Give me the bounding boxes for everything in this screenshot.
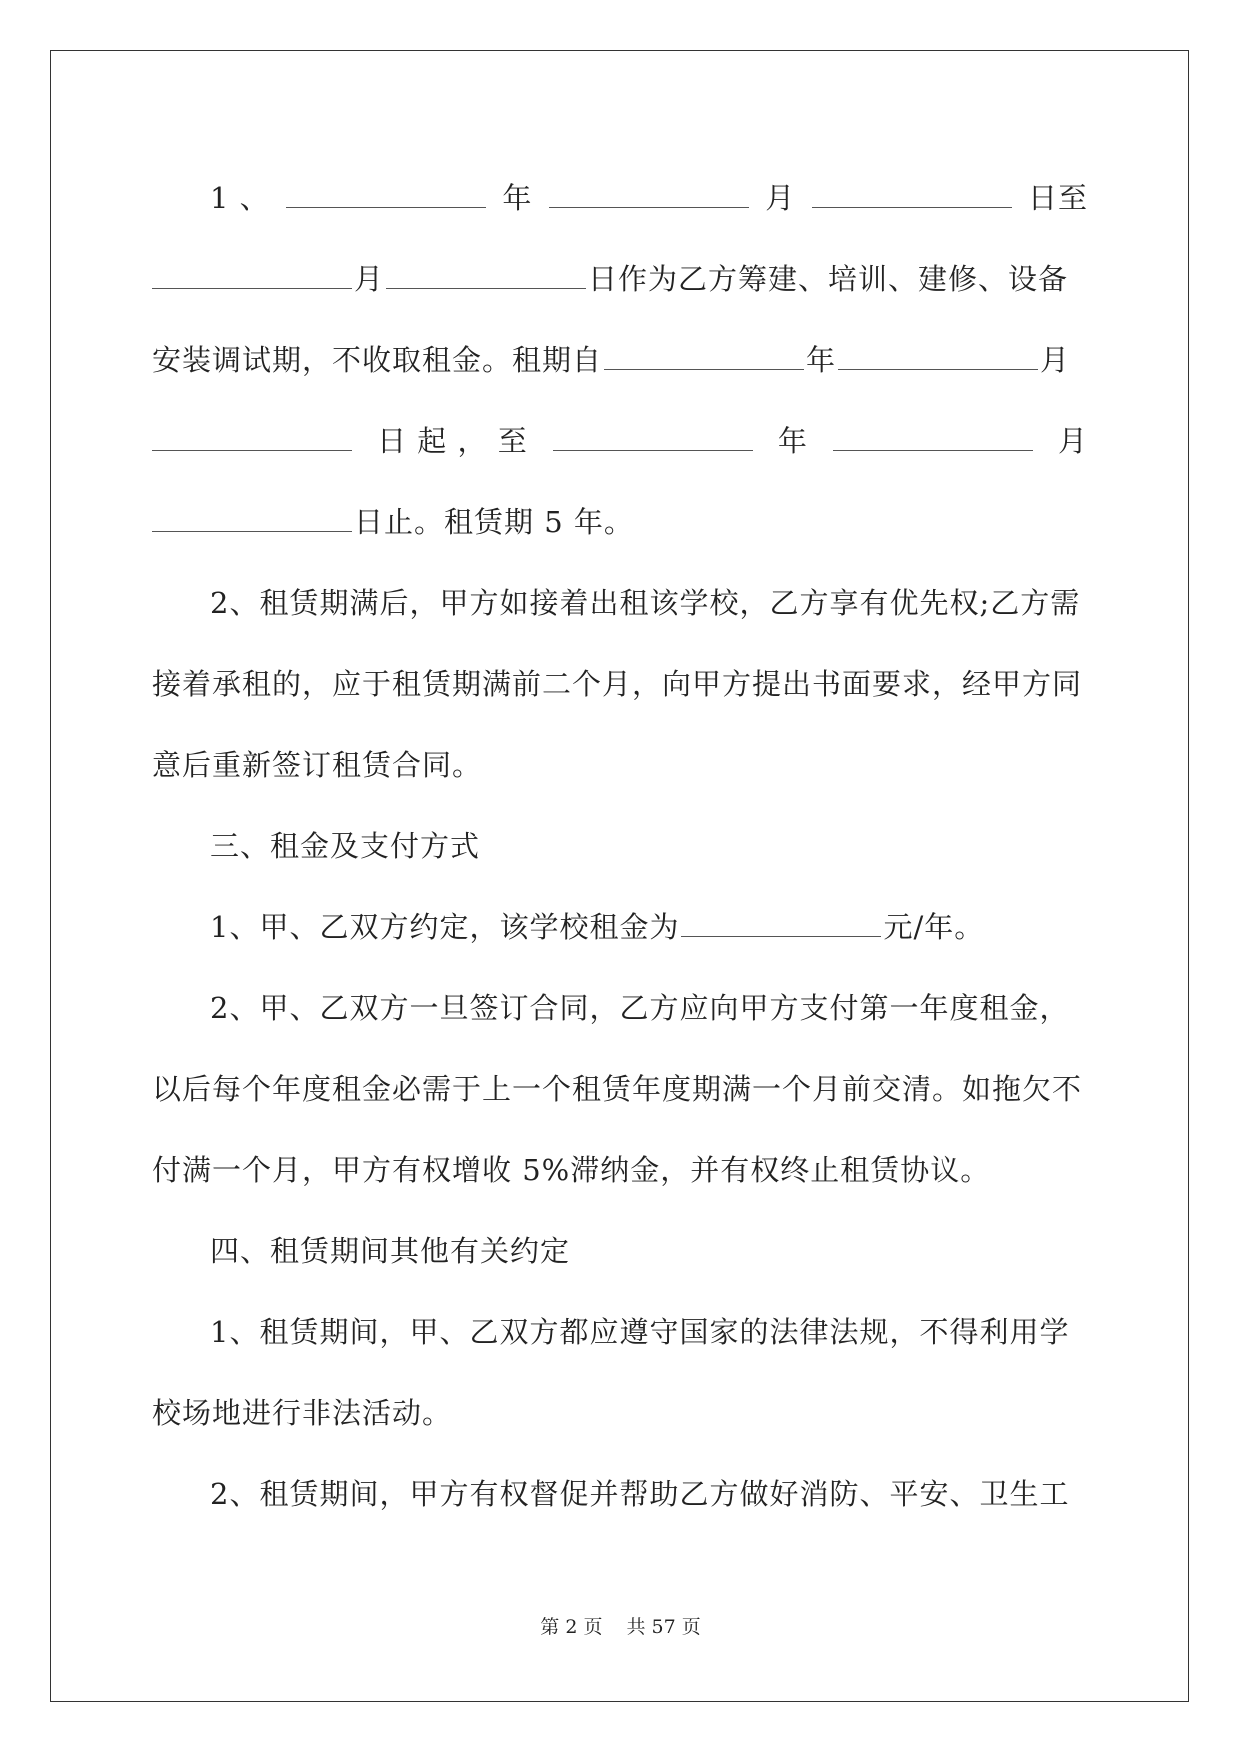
blank-field (152, 501, 352, 532)
document-body (152, 158, 1088, 1535)
paragraph-renewal: 2、租赁期满后，甲方如接着出租该学校，乙方享有优先权;乙方需接着承租的，应于租赁期满前二个月，向甲方提出书面要求，经甲方同意后重新签订租赁合同。 (152, 586, 1083, 782)
blank-field (152, 420, 352, 451)
page-footer (0, 1612, 1241, 1639)
paragraph-term-dates (152, 158, 1088, 563)
day-to-label: 日至 (1027, 181, 1088, 215)
month-label: 月 (354, 262, 385, 296)
blank-field (604, 339, 804, 370)
blank-field (812, 177, 1012, 208)
blank-field (838, 339, 1038, 370)
term-line-4 (152, 401, 1088, 482)
section-heading-other: 四、租赁期间其他有关约定 (210, 1234, 571, 1268)
term-line-1 (152, 158, 1088, 239)
paragraph-law-compliance: 1、租赁期间，甲、乙双方都应遵守国家的法律法规，不得利用学校场地进行非法活动。 (152, 1315, 1070, 1430)
blank-field (152, 258, 352, 289)
year-label: 年 (806, 343, 837, 377)
blank-field (681, 906, 881, 937)
paragraph-supervision: 2、租赁期间，甲方有权督促并帮助乙方做好消防、平安、卫生工 (210, 1477, 1070, 1511)
month-label: 月 (765, 181, 796, 215)
month-label: 月 (1040, 343, 1071, 377)
paragraph-rent-payment: 2、甲、乙双方一旦签订合同，乙方应向甲方支付第一年度租金，以后每个年度租金必需于上一个租赁年度期满一个月前交清。如拖欠不付满一个月，甲方有权增收 5%滞纳金，并有权终止租赁协议。 (152, 991, 1083, 1187)
paragraph-rent-amount (152, 887, 1088, 968)
blank-field (386, 258, 586, 289)
page-total: 共 57 页 (626, 1616, 701, 1638)
term-text: 安装调试期，不收取租金。租期自 (152, 343, 603, 377)
term-item-number: 1 、 (210, 181, 270, 215)
term-line-5 (152, 482, 1088, 563)
month-label: 月 (1057, 424, 1088, 458)
year-label: 年 (777, 424, 808, 458)
rent-text: 1、甲、乙双方约定，该学校租金为 (210, 910, 680, 944)
term-text: 日止。租赁期 5 年。 (354, 505, 634, 539)
page-number: 第 2 页 (540, 1616, 603, 1638)
blank-field (833, 420, 1033, 451)
term-line-3 (152, 320, 1088, 401)
blank-field (553, 420, 753, 451)
section-heading-rent: 三、租金及支付方式 (210, 829, 481, 863)
term-text: 日作为乙方筹建、培训、建修、设备 (588, 262, 1069, 296)
term-text: 日 起 ， 至 (377, 424, 528, 458)
blank-field (286, 177, 486, 208)
rent-unit: 元/年。 (883, 910, 985, 944)
term-line-2 (152, 239, 1088, 320)
blank-field (549, 177, 749, 208)
year-label: 年 (502, 181, 533, 215)
